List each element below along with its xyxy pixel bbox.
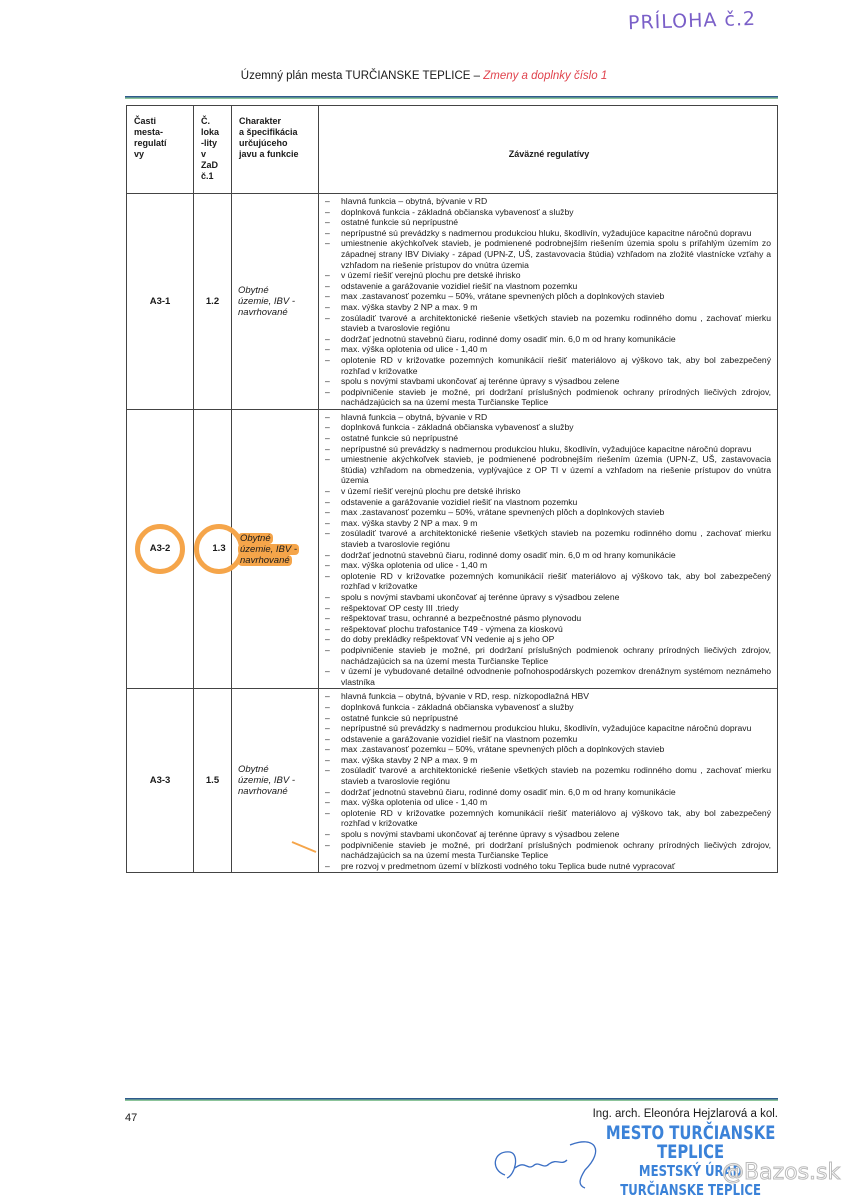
regulations-list bbox=[319, 689, 777, 872]
document-title: Územný plán mesta TURČIANSKE TEPLICE – bbox=[240, 70, 481, 82]
header-line: v bbox=[201, 149, 207, 159]
header-line: určujúceho bbox=[239, 138, 288, 148]
list-item: – odstavenie a garážovanie vozidiel riešiť na vlastnom pozemku bbox=[325, 497, 771, 508]
list-item: – spolu s novými stavbami ukončovať aj terénne úpravy s výsadbou zelene bbox=[325, 829, 771, 840]
header-line: č.1 bbox=[201, 171, 214, 181]
table-header-row bbox=[127, 106, 778, 194]
list-item: – zosúladiť tvarové a architektonické riešenie všetkých stavieb na pozemku rodinného domu , zachovať mierku stavieb a tvaroslovie regiónu bbox=[325, 765, 771, 786]
list-item: – odstavenie a garážovanie vozidiel riešiť na vlastnom pozemku bbox=[325, 281, 771, 292]
character-description: Obytné územie, IBV - navrhované bbox=[232, 194, 319, 410]
list-item: – dodržať jednotnú stavebnú čiaru, rodinné domy osadiť min. 6,0 m od hrany komunikácie bbox=[325, 334, 771, 345]
table-row bbox=[127, 194, 778, 410]
list-item: – hlavná funkcia – obytná, bývanie v RD, resp. nízkopodlažná HBV bbox=[325, 691, 771, 702]
watermark: @Bazos.sk bbox=[722, 1160, 841, 1185]
part-code bbox=[127, 409, 194, 688]
locality-number: 1.2 bbox=[194, 194, 232, 410]
header-divider bbox=[125, 96, 778, 99]
list-item: – v území riešiť verejnú plochu pre detské ihrisko bbox=[325, 270, 771, 281]
list-item: – max. výška stavby 2 NP a max. 9 m bbox=[325, 755, 771, 766]
character-description: Obytné územie, IBV - navrhované bbox=[232, 689, 319, 873]
list-item: – oplotenie RD v križovatke pozemných komunikácií riešiť materiálovo aj výškovo tak, aby bol zabezpečený rozhľad v križovatke bbox=[325, 355, 771, 376]
part-code: A3-1 bbox=[127, 194, 194, 410]
orange-mark-icon bbox=[290, 838, 320, 858]
page-number: 47 bbox=[125, 1112, 138, 1124]
list-item: – doplnková funkcia - základná občianska vybavenosť a služby bbox=[325, 422, 771, 433]
list-item: – max .zastavanosť pozemku – 50%, vrátane spevnených plôch a doplnkových stavieb bbox=[325, 507, 771, 518]
header-line: vy bbox=[134, 149, 145, 159]
list-item: – hlavná funkcia – obytná, bývanie v RD bbox=[325, 196, 771, 207]
document-subtitle: Zmeny a doplnky číslo 1 bbox=[483, 70, 608, 82]
table-row bbox=[127, 689, 778, 873]
column-header-character bbox=[232, 106, 319, 194]
list-item: – rešpektovať trasu, ochranné a bezpečnostné pásmo plynovodu bbox=[325, 613, 771, 624]
list-item: – dodržať jednotnú stavebnú čiaru, rodinné domy osadiť min. 6,0 m od hrany komunikácie bbox=[325, 787, 771, 798]
list-item: – hlavná funkcia – obytná, bývanie v RD bbox=[325, 412, 771, 423]
list-item: – v území riešiť verejnú plochu pre detské ihrisko bbox=[325, 486, 771, 497]
list-item: – do doby prekládky rešpektovať VN vedenie aj s jeho OP bbox=[325, 634, 771, 645]
column-header-regulations: Záväzné regulatívy bbox=[319, 106, 778, 194]
list-item: – umiestnenie akýchkoľvek stavieb, je podmienené podrobnejším riešením územia spolu s priľahlým územím zo západnej strany IBV Diviaky - západ (UPN-Z, UŠ, zastavovacia štúdia) vzhľadom na zložité vlastnícke vzťahy a vzhľadom na riešenie prístupov do vnútra územia bbox=[325, 238, 771, 270]
footer-divider bbox=[125, 1098, 778, 1101]
header-line: ZaD bbox=[201, 160, 219, 170]
column-header-part bbox=[127, 106, 194, 194]
header-line: -lity bbox=[201, 138, 218, 148]
list-item: – spolu s novými stavbami ukončovať aj terénne úpravy s výsadbou zelene bbox=[325, 376, 771, 387]
list-item: – max. výška stavby 2 NP a max. 9 m bbox=[325, 518, 771, 529]
list-item: – podpivničenie stavieb je možné, pri dodržaní príslušných podmienok ochrany prírodných liečivých zdrojov, nachádzajúcich sa na území mesta Turčianske Teplice bbox=[325, 387, 771, 408]
list-item: – max .zastavanosť pozemku – 50%, vrátane spevnených plôch a doplnkových stavieb bbox=[325, 744, 771, 755]
regulations-cell bbox=[319, 689, 778, 873]
highlight-circle: 1.3 bbox=[194, 524, 244, 574]
list-item: – ostatné funkcie sú neprípustné bbox=[325, 217, 771, 228]
highlight-circle: A3-2 bbox=[135, 524, 185, 574]
handwritten-annex-note: PRÍLOHA č.2 bbox=[627, 7, 757, 35]
regulations-table bbox=[126, 105, 778, 873]
list-item: – ostatné funkcie sú neprípustné bbox=[325, 713, 771, 724]
list-item: – odstavenie a garážovanie vozidiel riešiť na vlastnom pozemku bbox=[325, 734, 771, 745]
header-line: regulatí bbox=[134, 138, 167, 148]
list-item: – max .zastavanosť pozemku – 50%, vrátane spevnených plôch a doplnkových stavieb bbox=[325, 291, 771, 302]
list-item: – oplotenie RD v križovatke pozemných komunikácií riešiť materiálovo aj výškovo tak, aby bol zabezpečený rozhľad v križovatke bbox=[325, 571, 771, 592]
list-item: – umiestnenie akýchkoľvek stavieb, je podmienené podrobnejším riešením územia (UPN-Z, UŠ, zastavovacia štúdia) vzhľadom na obmedzenia, vyplývajúce z OP TI v území a vzhľadom na riešenie prístupov do vnútra územia bbox=[325, 454, 771, 486]
character-description: Obytné územie, IBV - navrhované bbox=[232, 409, 319, 688]
header-line: Č. bbox=[201, 116, 210, 126]
list-item: – oplotenie RD v križovatke pozemných komunikácií riešiť materiálovo aj výškovo tak, aby bol zabezpečený rozhľad v križovatke bbox=[325, 808, 771, 829]
list-item: – rešpektovať OP cesty III .triedy bbox=[325, 603, 771, 614]
regulations-cell bbox=[319, 194, 778, 410]
header-line: Časti bbox=[134, 116, 157, 126]
header-line: mesta- bbox=[134, 127, 164, 137]
list-item: – rešpektovať plochu trafostanice T49 - výmena za kioskovú bbox=[325, 624, 771, 635]
locality-number: 1.5 bbox=[194, 689, 232, 873]
official-stamp: MESTO TURČIANSKE TEPLICE MESTSKÝ ÚRAD TURČIANSKE TEPLICE bbox=[605, 1122, 776, 1199]
regulations-list bbox=[319, 194, 777, 409]
list-item: – zosúladiť tvarové a architektonické riešenie všetkých stavieb na pozemku rodinného domu , zachovať mierku stavieb a tvaroslovie regiónu bbox=[325, 528, 771, 549]
list-item: – spolu s novými stavbami ukončovať aj terénne úpravy s výsadbou zelene bbox=[325, 592, 771, 603]
author-credit: Ing. arch. Eleonóra Hejzlarová a kol. bbox=[592, 1108, 778, 1120]
list-item: – neprípustné sú prevádzky s nadmernou produkciou hluku, škodlivín, vyžadujúce kapacitne náročnú dopravu bbox=[325, 444, 771, 455]
list-item: – dodržať jednotnú stavebnú čiaru, rodinné domy osadiť min. 6,0 m od hrany komunikácie bbox=[325, 550, 771, 561]
list-item: – doplnková funkcia - základná občianska vybavenosť a služby bbox=[325, 207, 771, 218]
list-item: – zosúladiť tvarové a architektonické riešenie všetkých stavieb na pozemku rodinného domu , zachovať mierku stavieb a tvaroslovie regiónu bbox=[325, 313, 771, 334]
list-item: – v území je vybudované detailné odvodnenie poľnohospodárskych pozemkov drenážnym systémom neznámeho vlastníka bbox=[325, 666, 771, 687]
header-line: javu a funkcie bbox=[239, 149, 299, 159]
list-item: – pre rozvoj v predmetnom území v blízkosti vodného toku Teplica bude nutné vypracovať bbox=[325, 861, 771, 872]
header-line: a špecifikácia bbox=[239, 127, 298, 137]
locality-number bbox=[194, 409, 232, 688]
header-line: loka bbox=[201, 127, 220, 137]
list-item: – neprípustné sú prevádzky s nadmernou produkciou hluku, škodlivín, vyžadujúce kapacitne náročnú dopravu bbox=[325, 228, 771, 239]
list-item: – neprípustné sú prevádzky s nadmernou produkciou hluku, škodlivín, vyžadujúce kapacitne náročnú dopravu bbox=[325, 723, 771, 734]
regulations-list bbox=[319, 410, 777, 688]
list-item: – podpivničenie stavieb je možné, pri dodržaní príslušných podmienok ochrany prírodných liečivých zdrojov, nachádzajúcich sa na území mesta Turčianske Teplice bbox=[325, 645, 771, 666]
header-line: Charakter bbox=[239, 116, 282, 126]
list-item: – max. výška oplotenia od ulice - 1,40 m bbox=[325, 797, 771, 808]
list-item: – ostatné funkcie sú neprípustné bbox=[325, 433, 771, 444]
regulations-cell bbox=[319, 409, 778, 688]
list-item: – max. výška oplotenia od ulice - 1,40 m bbox=[325, 560, 771, 571]
document-header bbox=[0, 70, 848, 82]
part-code: A3-3 bbox=[127, 689, 194, 873]
list-item: – max. výška stavby 2 NP a max. 9 m bbox=[325, 302, 771, 313]
list-item: – podpivničenie stavieb je možné, pri dodržaní príslušných podmienok ochrany prírodných liečivých zdrojov, nachádzajúcich sa na území mesta Turčianske Teplice bbox=[325, 840, 771, 861]
column-header-locality bbox=[194, 106, 232, 194]
list-item: – doplnková funkcia - základná občianska vybavenosť a služby bbox=[325, 702, 771, 713]
list-item: – max. výška oplotenia od ulice - 1,40 m bbox=[325, 344, 771, 355]
table-row bbox=[127, 409, 778, 688]
